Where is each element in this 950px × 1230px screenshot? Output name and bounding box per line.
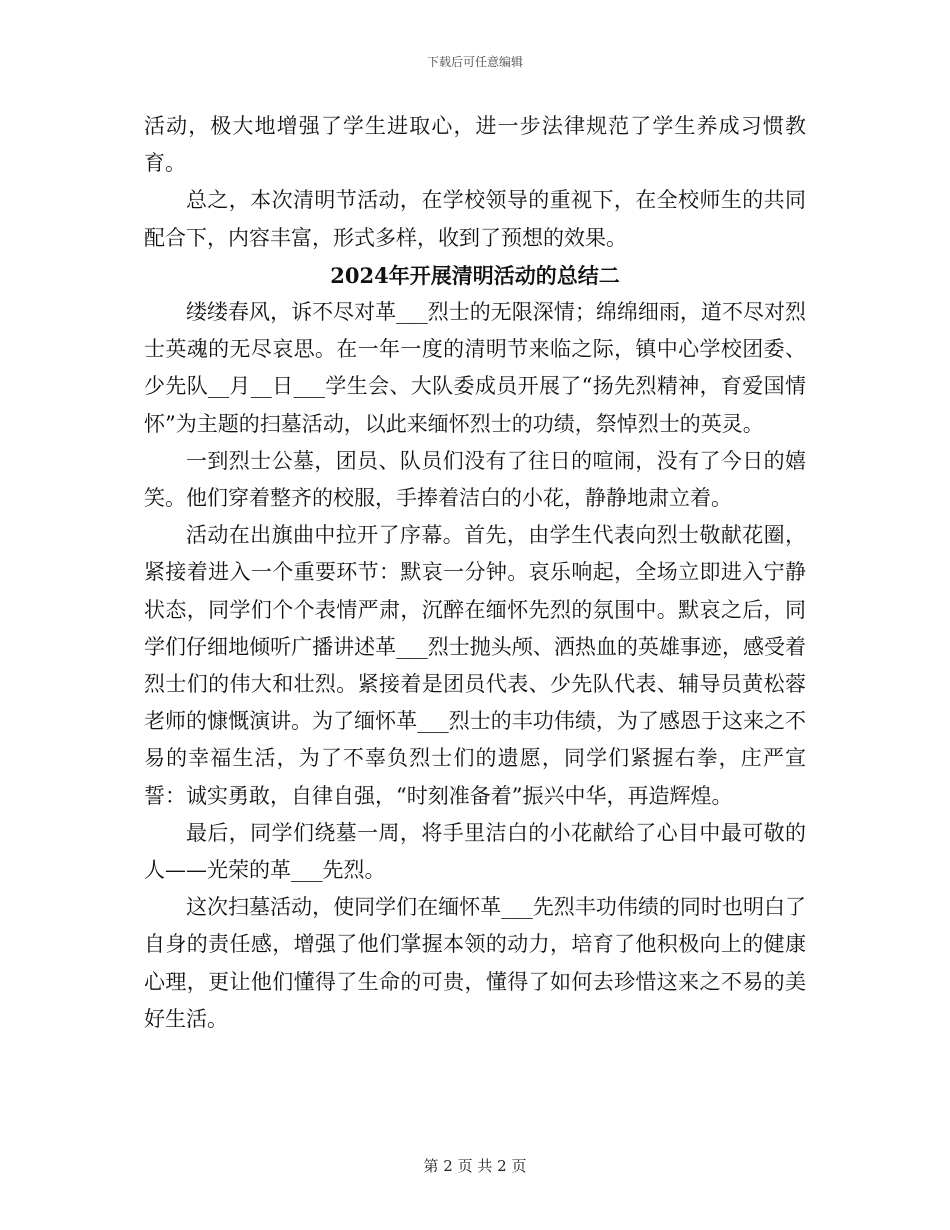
document-body (144, 108, 806, 1038)
page-footer-number: 第 2 页 共 2 页 (423, 1157, 527, 1175)
paragraph-finale: 最后，同学们绕墓一周，将手里洁白的小花献给了心目中最可敬的人——光荣的革___先烈。 (144, 820, 806, 883)
paragraph-continued: 活动，极大地增强了学生进取心，进一步法律规范了学生养成习惯教育。 (144, 114, 806, 176)
paragraph-intro: 缕缕春风，诉不尽对革___烈士的无限深情；绵绵细雨，道不尽对烈士英魂的无尽哀思。在一年一度的清明节来临之际，镇中心学校团委、少先队__月__日___学生会、大队委成员开展了“扬先烈精神，育爱国情怀”为主题的扫墓活动，以此来缅怀烈士的功绩，祭悼烈士的英灵。 (144, 300, 806, 436)
page-header-note: 下载后可任意编辑 (426, 55, 523, 69)
section-title: 2024年开展清明活动的总结二 (330, 262, 620, 288)
paragraph-arrival: 一到烈士公墓，团员、队员们没有了往日的喧闹，没有了今日的嬉笑。他们穿着整齐的校服，手捧着洁白的小花，静静地肃立着。 (144, 448, 806, 511)
paragraph-summary: 这次扫墓活动，使同学们在缅怀革___先烈丰功伟绩的同时也明白了自身的责任感，增强了他们掌握本领的动力，培育了他积极向上的健康心理，更让他们懂得了生命的可贵，懂得了如何去珍惜这来之不易的美好生活。 (144, 895, 806, 1031)
paragraph-conclusion: 总之，本次清明节活动，在学校领导的重视下，在全校师生的共同配合下，内容丰富，形式多样，收到了预想的效果。 (144, 188, 806, 250)
paragraph-ceremony: 活动在出旗曲中拉开了序幕。首先，由学生代表向烈士敬献花圈，紧接着进入一个重要环节：默哀一分钟。哀乐响起，全场立即进入宁静状态，同学们个个表情严肃，沉醉在缅怀先烈的氛围中。默哀之后，同学们仔细地倾听广播讲述革___烈士抛头颅、洒热血的英雄事迹，感受着烈士们的伟大和壮烈。紧接着是团员代表、少先队代表、辅导员黄松蓉老师的慷慨演讲。为了缅怀革___烈士的丰功伟绩，为了感恩于这来之不易的幸福生活，为了不辜负烈士们的遗愿，同学们紧握右拳，庄严宣誓：诚实勇敢，自律自强，“时刻准备着”振兴中华，再造辉煌。 (144, 523, 806, 808)
